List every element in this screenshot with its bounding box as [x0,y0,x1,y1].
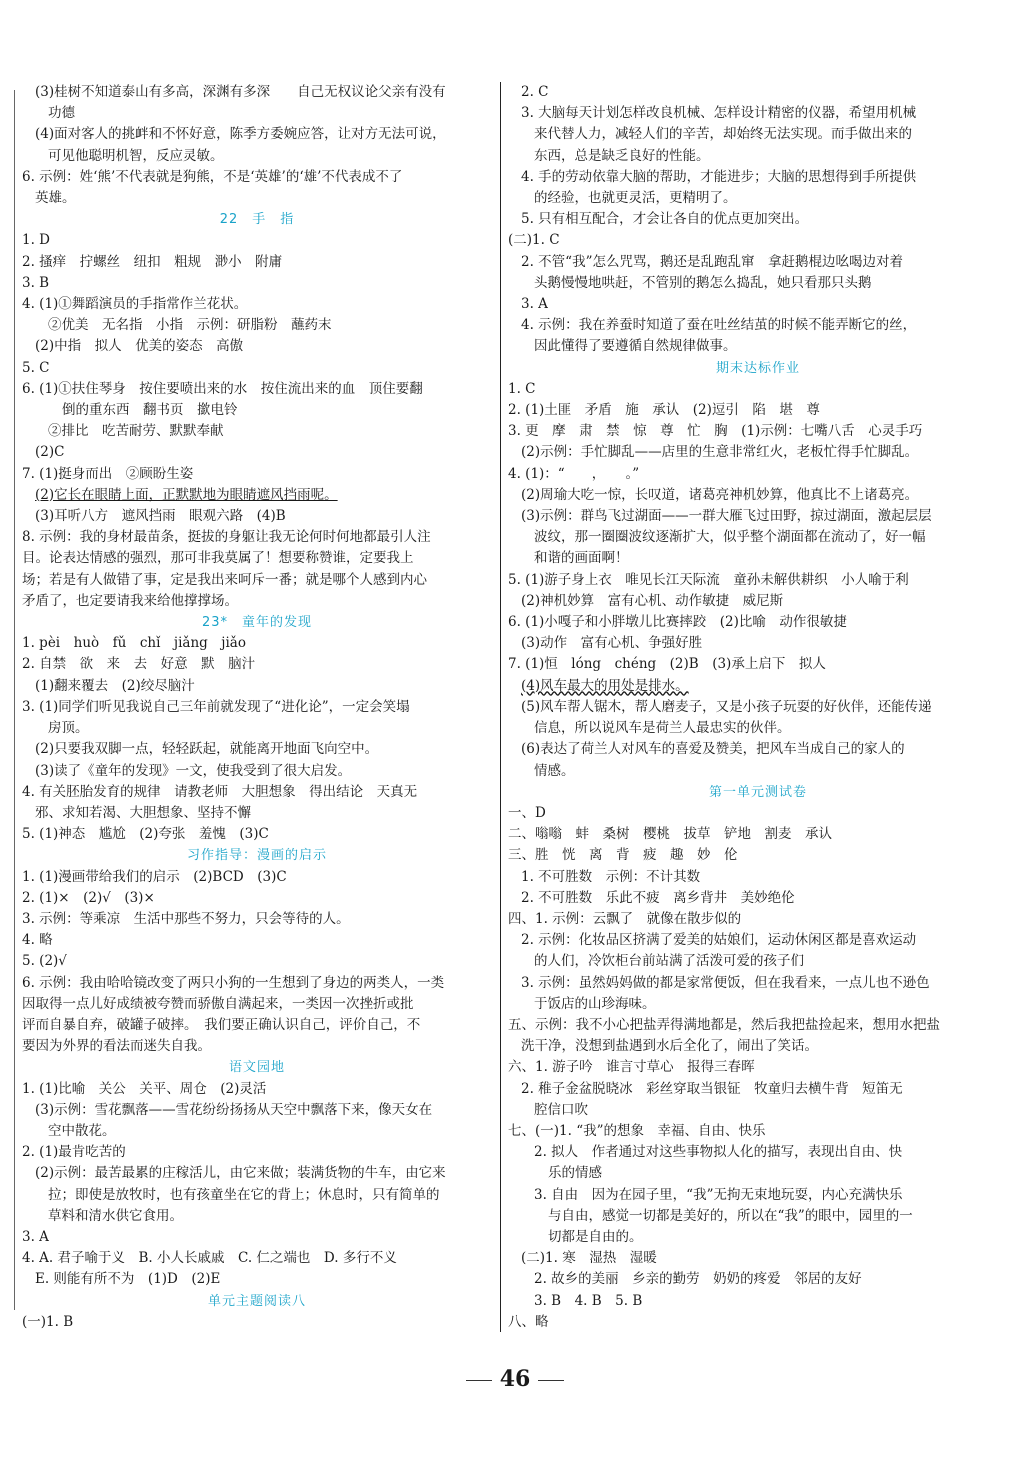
answer-line: 2. 不管“我”怎么咒骂，鹅还是乱跑乱窜 拿赶鹅棍边吆喝边对着 [521,253,903,270]
answer-line: 八、略 [508,1313,549,1330]
answer-line: 来代替人力，减轻人们的辛苦，却始终无法实现。而手做出来的 [534,126,912,143]
answer-line: (5)风车帮人锯木，帮人磨麦子，又是小孩子玩耍的好伙伴，还能传递 [521,698,932,715]
answer-line: 功德 [48,105,75,122]
answer-line: 邪、求知若渴、大胆想象、坚持不懈 [35,804,251,821]
page-number-value: 46 [499,1366,531,1392]
answer-line: 2. (1)× (2)√ (3)× [22,889,155,906]
answer-line: 6. 示例：姓‘熊’不代表就是狗熊，不是‘英雄’的‘雄’不代表成不了 [22,168,403,185]
answer-line: 5. (1)神态 尴尬 (2)夸张 羞愧 (3)C [22,826,269,843]
answer-line: 4. 示例：我在养蚕时知道了蚕在吐丝结茧的时候不能弄断它的丝， [521,317,917,334]
answer-line: 6. (1)①扶住琴身 按住要喷出来的水 按住流出来的血 顶住要翻 [22,380,423,397]
answer-line: 的人们，冷饮柜台前站满了活泼可爱的孩子们 [534,953,804,970]
answer-line: 3. A [22,1228,49,1245]
answer-line: 1. 不可胜数 示例：不计其数 [521,868,701,885]
answer-line: 拉；即使是放牧时，也有孩童坐在它的背上；休息时，只有简单的 [48,1186,440,1203]
answer-line: 8. 示例：我的身材最苗条，挺拔的身躯让我无论何时何地都最引人注 [22,529,431,546]
answer-line: 2. 拟人 作者通过对这些事物拟人化的描写，表现出自由、快 [534,1144,903,1161]
answer-line: 英雄。 [35,190,76,207]
answer-line: 4. (1)：“ ， 。” [508,465,640,482]
answer-line: 五、示例：我不小心把盐弄得满地都是，然后我把盐捡起来，想用水把盐 [508,1016,940,1033]
answer-line: (2)中指 拟人 优美的姿态 高傲 [35,338,244,355]
answer-line: 三、胜 恍 离 背 疲 趣 妙 伦 [508,847,738,864]
answer-line: (3)示例：雪花飘落——雪花纷纷扬扬从天空中飘落下来，像天女在 [35,1101,433,1118]
answer-line: 3. A [521,296,548,313]
answer-line: (1)翻来覆去 (2)绞尽脑汁 [35,677,195,694]
answer-line: ②排比 吃苦耐劳、默默奉献 [48,423,224,440]
answer-line: 要因为外界的看法而迷失自我。 [22,1038,211,1055]
answer-line: ②优美 无名指 小指 示例：研脂粉 蘸药末 [48,317,332,334]
answer-line: 1. D [22,232,50,249]
answer-line: 与自由，感觉一切都是美好的，所以在“我”的眼中，园里的一 [548,1207,913,1224]
answer-line: 空中散花。 [48,1122,116,1139]
answer-line: 2. 不可胜数 乐此不疲 离乡背井 美妙绝伦 [521,889,795,906]
answer-line: 评而自暴自弃，破罐子破摔。 我们要正确认识自己，评价自己，不 [22,1016,421,1033]
section-heading: 单元主题阅读八 [207,1293,306,1309]
page-number-dash-left [466,1380,492,1381]
answer-line: 头鹅慢慢地哄赶，不管别的鹅怎么捣乱，她只看那只头鹅 [534,274,872,291]
answer-line: (二)1. 寒 湿热 湿暖 [521,1250,657,1267]
answer-line: (3)耳听八方 遮风挡雨 眼观六路 (4)B [35,508,286,525]
answer-line: 3. 示例：等乘凉 生活中那些不努力，只会等待的人。 [22,910,350,927]
answer-line: 4. 略 [22,932,53,949]
answer-line: 因取得一点儿好成绩被夸赞而骄傲自满起来，一类因一次挫折或批 [22,995,414,1012]
answer-line: 4. 有关胚胎发育的规律 请教老师 大胆想象 得出结论 天真无 [22,783,418,800]
answer-line: 一、D [508,804,546,821]
answer-line: (2)示例：手忙脚乱——店里的生意非常红火，老板忙得手忙脚乱。 [521,444,919,461]
answer-line: 乐的情感 [548,1165,602,1182]
page-number [0,1366,1030,1392]
answer-line: 4. (1)①舞蹈演员的手指常作兰花状。 [22,296,248,313]
section-heading: 第一单元测试卷 [708,784,807,800]
answer-line: 3. 自由 因为在园子里，“我”无拘无束地玩耍，内心充满快乐 [534,1186,903,1203]
answer-line: 矛盾了，也定要请我来给他撑撑场。 [22,592,238,609]
answer-line: 5. C [22,359,50,376]
answer-line: 3. B [22,274,50,291]
answer-line: 可见他聪明机智，反应灵敏。 [48,147,224,164]
answer-line [22,485,492,506]
answer-line [508,676,1008,697]
underlined-answer: (4)风车最大的用处是排水。 [521,677,689,694]
answer-line: 5. 只有相互配合，才会让各自的优点更加突出。 [521,211,809,228]
answer-line: (3)动作 富有心机、争强好胜 [521,635,703,652]
answer-line: 6. (1)小嘎子和小胖墩儿比赛摔跤 (2)比喻 动作很敏捷 [508,614,847,631]
answer-line: (2)只要我双脚一点，轻轻跃起，就能离开地面飞向空中。 [35,741,379,758]
left-column [22,82,492,1333]
answer-line: E. 则能有所不为 (1)D (2)E [35,1271,221,1288]
answer-line: 4. A. 君子喻于义 B. 小人长戚戚 C. 仁之端也 D. 多行不义 [22,1250,397,1267]
answer-line: 5. (1)游子身上衣 唯见长江天际流 童孙未解供耕织 小人喻于利 [508,571,909,588]
answer-line: 二、嗡嗡 蚌 桑树 樱桃 拔草 铲地 割麦 承认 [508,826,832,843]
answer-line: 4. 手的劳动依靠大脑的帮助，才能进步；大脑的思想得到手所提供 [521,168,917,185]
answer-line: 七、(一)1. “我”的想象 幸福、自由、快乐 [508,1122,766,1139]
answer-line: 场；若是有人做错了事，定是我出来呵斥一番；就是哪个人感到内心 [22,571,427,588]
page-number-dash-right [538,1380,564,1381]
section-heading: 22 手 指 [219,212,295,228]
answer-line: 2. 搔痒 拧螺丝 纽扣 粗规 渺小 附庸 [22,253,283,270]
answer-line: 2. 故乡的美丽 乡亲的勤劳 奶奶的疼爱 邻居的友好 [534,1271,862,1288]
answer-line: 腔信口吹 [534,1101,588,1118]
section-heading: 习作指导：漫画的启示 [186,848,327,864]
answer-line: 7. (1)挺身而出 ②顾盼生姿 [22,465,194,482]
answer-line: 2. 自禁 欲 来 去 好意 默 脑汁 [22,656,256,673]
answer-line: 切都是自由的。 [548,1228,643,1245]
answer-line: 7. (1)恒 lóng chéng (2)B (3)承上启下 拟人 [508,656,826,673]
binding-margin-line [14,90,15,1310]
answer-line: 1. pèi huò fǔ chǐ jiǎng jiǎo [22,635,246,652]
answer-line: (3)读了《童年的发现》一文，使我受到了很大启发。 [35,762,352,779]
answer-line: 东西，总是缺乏良好的性能。 [534,147,710,164]
right-column [508,82,1008,1333]
answer-line: 因此懂得了要遵循自然规律做事。 [534,338,737,355]
answer-line: 2. 稚子金盆脱晓冰 彩丝穿取当银钲 牧童归去横牛背 短笛无 [521,1080,903,1097]
answer-line: 3. 更 摩 肃 禁 惊 尊 忙 胸 (1)示例：七嘴八舌 心灵手巧 [508,423,923,440]
section-heading: 期末达标作业 [715,360,800,376]
answer-line: (二)1. C [508,232,560,249]
answer-line: 洗干净，没想到盐遇到水后全化了，闹出了笑话。 [521,1038,818,1055]
answer-line: 草料和清水供它食用。 [48,1207,183,1224]
answer-line: (3)桂树不知道泰山有多高，深渊有多深 自己无权议论父亲有没有 [35,84,446,100]
answer-line: 1. C [508,380,536,397]
answer-line: (2)神机妙算 富有心机、动作敏捷 威尼斯 [521,592,784,609]
answer-line: 波纹，那一圈圈波纹逐渐扩大，似乎整个湖面都在流动了，好一幅 [534,529,926,546]
answer-line: (2)C [35,444,65,461]
answer-line: 和谐的画面啊！ [534,550,629,567]
answer-line: 于饭店的山珍海味。 [534,995,656,1012]
section-heading: 语文园地 [228,1060,285,1076]
answer-line: 2. (1)最肯吃苦的 [22,1144,126,1161]
answer-line: (2)示例：最苦最累的庄稼活儿，由它来做；装满货物的牛车，由它来 [35,1165,446,1182]
underlined-answer: (2)它长在眼睛上面，正默默地为眼睛遮风挡雨呢。 [35,486,338,503]
answer-line: 2. C [521,84,549,100]
answer-line: 3. (1)同学们听见我说自己三年前就发现了“进化论”，一定会笑塌 [22,698,410,715]
answer-line: 3. B 4. B 5. B [534,1292,643,1309]
answer-line: 6. 示例：我由哈哈镜改变了两只小狗的一生想到了身边的两类人，一类 [22,974,445,991]
answer-line: 3. 大脑每天计划怎样改良机械、怎样设计精密的仪器，希望用机械 [521,105,917,122]
answer-line: 房顶。 [48,720,89,737]
section-heading: 23* 童年的发现 [201,615,313,631]
answer-line: (一)1. B [22,1313,74,1330]
answer-line: 5. (2)√ [22,953,67,970]
answer-line: 信息，所以说风车是荷兰人最忠实的伙伴。 [534,720,791,737]
answer-line: 1. (1)漫画带给我们的启示 (2)BCD (3)C [22,868,287,885]
answer-line: 情感。 [534,762,575,779]
answer-line: 2. 示例：化妆品区挤满了爱美的姑娘们，运动休闲区都是喜欢运动 [521,932,917,949]
answer-line: (3)示例：群鸟飞过湖面——一群大雁飞过田野，掠过湖面，激起层层 [521,508,932,525]
answer-line: (4)面对客人的挑衅和不怀好意，陈季方委婉应答，让对方无法可说， [35,126,446,143]
answer-line: 倒的重东西 翻书页 撳电铃 [62,402,238,419]
answer-line: 四、1. 示例：云飘了 就像在散步似的 [508,910,742,927]
answer-line: 1. (1)比喻 关公 关平、周仓 (2)灵活 [22,1080,267,1097]
answer-line: 的经验，也就更灵活，更精明了。 [534,190,737,207]
answer-line: 3. 示例：虽然妈妈做的都是家常便饭，但在我看来，一点儿也不逊色 [521,974,930,991]
answer-line: 2. (1)土匪 矛盾 施 承认 (2)逗引 陷 堪 尊 [508,402,820,419]
answer-line: (6)表达了荷兰人对风车的喜爱及赞美，把风车当成自己的家人的 [521,741,905,758]
answer-line: (2)周瑜大吃一惊，长叹道，诸葛亮神机妙算，他真比不上诸葛亮。 [521,486,919,503]
column-divider [500,82,501,1332]
answer-line: 六、1. 游子吟 谁言寸草心 报得三春晖 [508,1059,755,1076]
answer-line: 目。论表达情感的强烈，那可非我莫属了！想要称赞谁，定要我上 [22,550,414,567]
